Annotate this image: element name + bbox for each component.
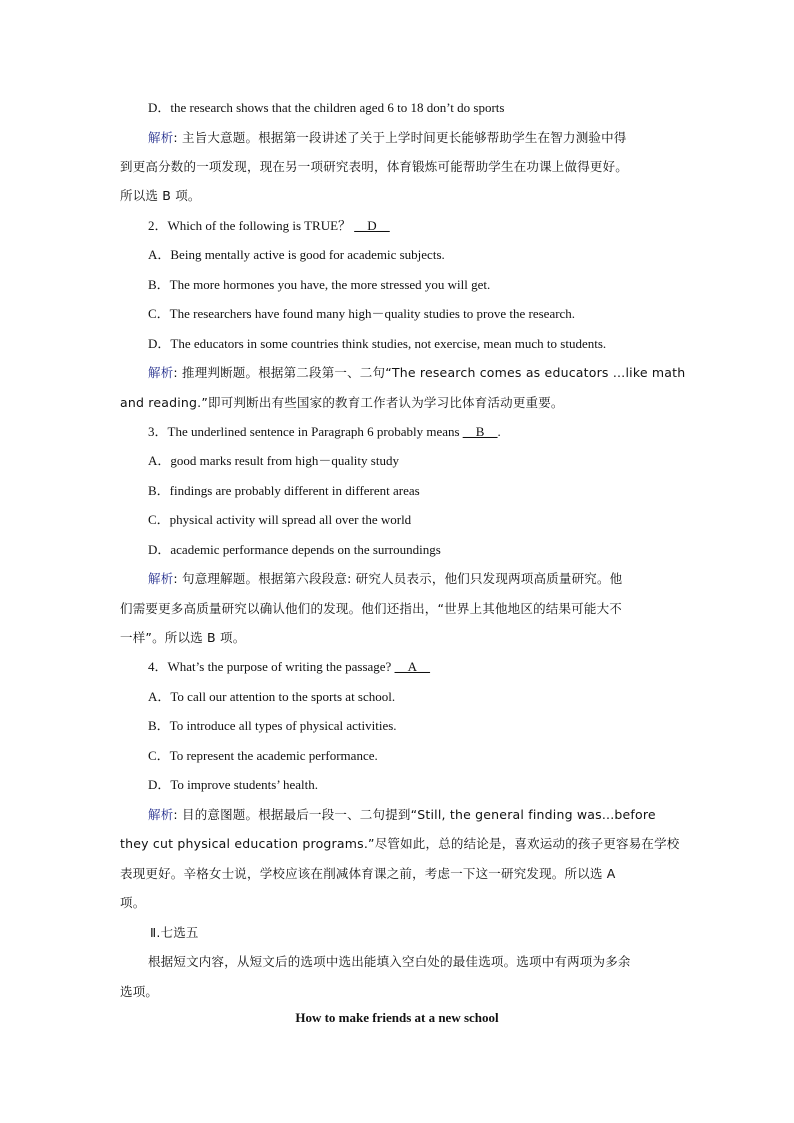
- q2-stem: [0, 216, 794, 236]
- section-heading: Ⅱ.七选五: [150, 925, 199, 940]
- question-text: 4．What’s the purpose of writing the passage?: [148, 659, 395, 674]
- q1-analysis-line-1: [0, 128, 794, 148]
- q4-option-a: A．To call our attention to the sports at school.: [148, 689, 396, 704]
- q4-stem: [0, 657, 794, 677]
- analysis-text: : 主旨大意题。根据第一段讲述了关于上学时间更长能够帮助学生在智力测验中得: [173, 130, 627, 145]
- analysis-text: : 推理判断题。根据第二段第一、二句“The research comes as educators …like math: [173, 365, 686, 380]
- q4-option-c: C．To represent the academic performance.: [148, 748, 378, 763]
- q3-stem: [0, 422, 794, 442]
- analysis-tag: 解析: [148, 571, 174, 586]
- analysis-text: : 目的意图题。根据最后一段一、二句提到“Still, the general finding was...before: [173, 807, 656, 822]
- question-text: 2．Which of the following is TRUE？: [148, 218, 355, 233]
- q2-analysis-line-2: and reading.”即可判断出有些国家的教育工作者认为学习比体育活动更重要。: [120, 395, 564, 410]
- q4-analysis-line-1: [0, 805, 794, 825]
- q3-option-d: D．academic performance depends on the surroundings: [148, 542, 441, 557]
- q2-option-d: D．The educators in some countries think studies, not exercise, mean much to students.: [148, 336, 607, 351]
- q1-analysis-line-2: 到更高分数的一项发现，现在另一项研究表明，体育锻炼可能帮助学生在功课上做得更好。: [120, 159, 629, 174]
- analysis-tag: 解析: [148, 365, 174, 380]
- question-end: .: [497, 424, 501, 439]
- analysis-text: : 句意理解题。根据第六段段意: 研究人员表示，他们只发现两项高质量研究。他: [173, 571, 623, 586]
- q3-analysis-line-3: 一样”。所以选 B 项。: [120, 630, 246, 645]
- q4-option-d: D．To improve students’ health.: [148, 777, 318, 792]
- q4-analysis-line-4: 项。: [120, 895, 146, 910]
- section-instruction-line-2: 选项。: [120, 984, 159, 999]
- answer-blank: __D__: [354, 218, 390, 233]
- q4-option-b: B．To introduce all types of physical activities.: [148, 718, 397, 733]
- q1-analysis-line-3: 所以选 B 项。: [120, 188, 201, 203]
- q1-option-d: D．the research shows that the children aged 6 to 18 don’t do sports: [148, 100, 505, 115]
- q3-analysis-line-2: 们需要更多高质量研究以确认他们的发现。他们还指出，“世界上其他地区的结果可能大不: [120, 601, 622, 616]
- q4-analysis-line-2: they cut physical education programs.”尽管如此，总的结论是，喜欢运动的孩子更容易在学校: [120, 836, 680, 851]
- q4-analysis-line-3: 表现更好。辛格女士说，学校应该在削减体育课之前，考虑一下这一研究发现。所以选 A: [120, 866, 616, 881]
- analysis-tag: 解析: [148, 807, 174, 822]
- q3-option-a: A．good marks result from high－quality study: [148, 453, 399, 468]
- q2-option-a: A．Being mentally active is good for academic subjects.: [148, 247, 445, 262]
- q3-option-b: B．findings are probably different in different areas: [148, 483, 420, 498]
- q2-analysis-line-1: [0, 363, 794, 383]
- passage-title: How to make friends at a new school: [295, 1010, 499, 1025]
- q2-option-c: C．The researchers have found many high－quality studies to prove the research.: [148, 306, 576, 321]
- section-instruction-line-1: 根据短文内容，从短文后的选项中选出能填入空白处的最佳选项。选项中有两项为多余: [148, 954, 631, 969]
- question-text: 3．The underlined sentence in Paragraph 6 probably means: [148, 424, 463, 439]
- analysis-tag: 解析: [148, 130, 174, 145]
- q3-analysis-line-1: [0, 569, 794, 589]
- q2-option-b: B．The more hormones you have, the more stressed you will get.: [148, 277, 491, 292]
- answer-blank: __B__: [462, 424, 498, 439]
- q3-option-c: C．physical activity will spread all over the world: [148, 512, 412, 527]
- answer-blank: __A__: [394, 659, 430, 674]
